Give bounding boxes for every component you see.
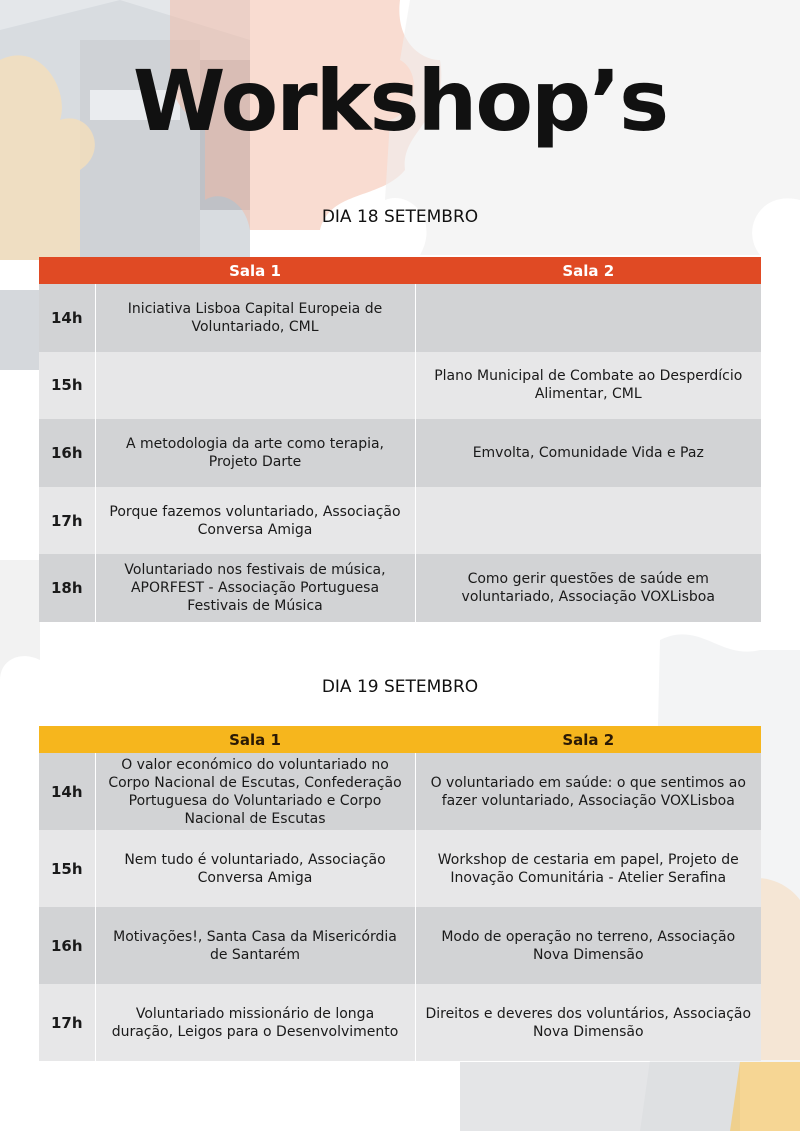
hour-cell: 17h bbox=[39, 984, 95, 1061]
sala-2-cell: Plano Municipal de Combate ao Desperdício Alimentar, CML bbox=[415, 352, 761, 420]
sala-1-cell: Voluntariado missionário de longa duração, Leigos para o Desenvolvimento bbox=[95, 984, 415, 1061]
sala-2-header: Sala 2 bbox=[415, 726, 761, 753]
sala-1-cell bbox=[95, 352, 415, 420]
hour-cell: 14h bbox=[39, 284, 95, 352]
table-row bbox=[39, 554, 761, 622]
sala-1-cell: Voluntariado nos festivais de música, APORFEST - Associação Portuguesa Festivais de Música bbox=[95, 554, 415, 622]
sala-2-cell: Emvolta, Comunidade Vida e Paz bbox=[415, 419, 761, 487]
page-title: Workshop’s bbox=[132, 52, 668, 150]
table-row bbox=[39, 753, 761, 830]
table-row bbox=[39, 419, 761, 487]
sala-2-cell: Como gerir questões de saúde em voluntariado, Associação VOXLisboa bbox=[415, 554, 761, 622]
sala-1-header: Sala 1 bbox=[95, 257, 415, 284]
sala-2-cell: Modo de operação no terreno, Associação Nova Dimensão bbox=[415, 907, 761, 984]
sala-1-header: Sala 1 bbox=[95, 726, 415, 753]
sala-2-cell: O voluntariado em saúde: o que sentimos ao fazer voluntariado, Associação VOXLisboa bbox=[415, 753, 761, 830]
table-row bbox=[39, 284, 761, 352]
hour-cell: 14h bbox=[39, 753, 95, 830]
schedule-table-day-2 bbox=[39, 726, 761, 1061]
sala-2-cell: Direitos e deveres dos voluntários, Associação Nova Dimensão bbox=[415, 984, 761, 1061]
people-photo bbox=[460, 1062, 740, 1131]
day-1-heading: DIA 18 SETEMBRO bbox=[321, 207, 479, 227]
sala-1-cell: A metodologia da arte como terapia, Projeto Darte bbox=[95, 419, 415, 487]
table-row bbox=[39, 907, 761, 984]
table-row bbox=[39, 487, 761, 555]
schedule-table-day-1 bbox=[39, 257, 761, 622]
sala-2-cell: Workshop de cestaria em papel, Projeto de Inovação Comunitária - Atelier Serafina bbox=[415, 830, 761, 907]
hour-cell: 17h bbox=[39, 487, 95, 555]
hour-cell: 15h bbox=[39, 830, 95, 907]
table-header-row bbox=[39, 257, 761, 284]
day-2-heading: DIA 19 SETEMBRO bbox=[321, 677, 479, 697]
table-row bbox=[39, 352, 761, 420]
table-header-row bbox=[39, 726, 761, 753]
hour-cell: 16h bbox=[39, 907, 95, 984]
sala-1-cell: Nem tudo é voluntariado, Associação Conversa Amiga bbox=[95, 830, 415, 907]
sala-2-cell bbox=[415, 487, 761, 555]
hour-header bbox=[39, 726, 95, 753]
sala-1-cell: O valor económico do voluntariado no Corpo Nacional de Escutas, Confederação Portuguesa do Voluntariado e Corpo Nacional de Escutas bbox=[95, 753, 415, 830]
table-row bbox=[39, 984, 761, 1061]
hour-cell: 16h bbox=[39, 419, 95, 487]
hour-cell: 15h bbox=[39, 352, 95, 420]
hour-header bbox=[39, 257, 95, 284]
hour-cell: 18h bbox=[39, 554, 95, 622]
sala-2-header: Sala 2 bbox=[415, 257, 761, 284]
sala-1-cell: Iniciativa Lisboa Capital Europeia de Voluntariado, CML bbox=[95, 284, 415, 352]
sala-1-cell: Motivações!, Santa Casa da Misericórdia de Santarém bbox=[95, 907, 415, 984]
sala-2-cell bbox=[415, 284, 761, 352]
sala-1-cell: Porque fazemos voluntariado, Associação Conversa Amiga bbox=[95, 487, 415, 555]
table-row bbox=[39, 830, 761, 907]
